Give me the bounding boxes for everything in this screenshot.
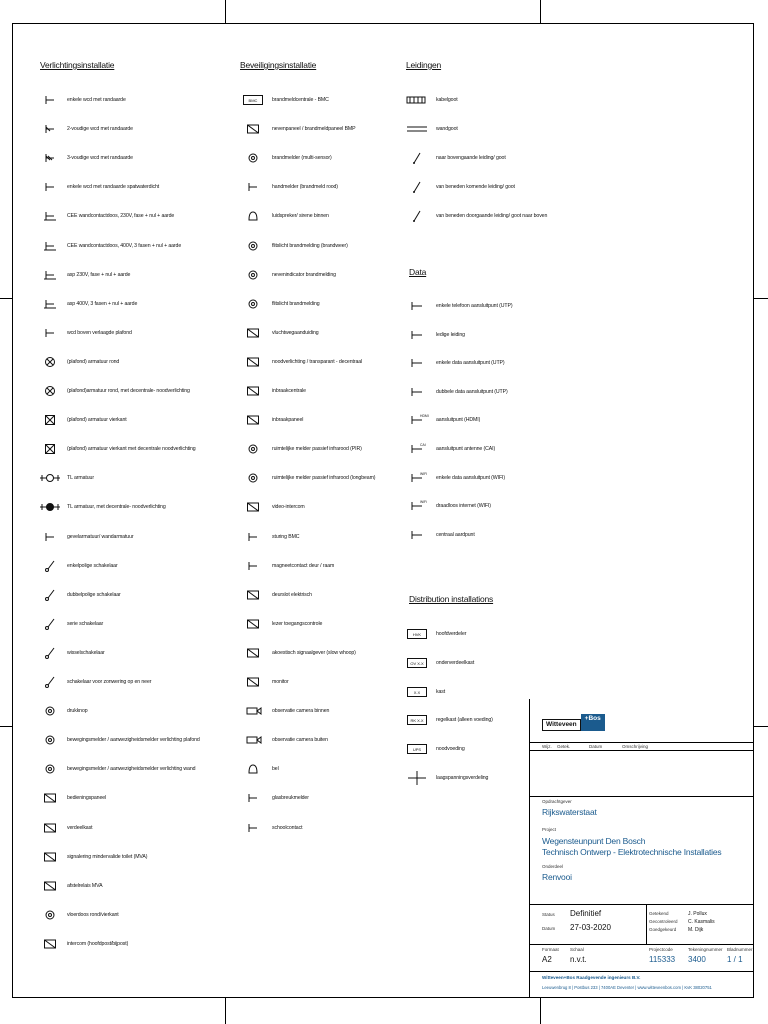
legend-item-label: ruimtelijke melder passief infrarood (PIR) — [272, 446, 362, 453]
legend-item-label: onderverdeelkast — [436, 659, 475, 666]
antenna-outlet-icon — [406, 442, 428, 456]
company-logo: Witteveen +Bos — [542, 719, 605, 731]
motion-detector-wall-icon — [39, 762, 61, 776]
title-block — [529, 699, 754, 998]
manual-call-point-icon — [242, 180, 264, 194]
legend-item — [39, 907, 227, 923]
legend-item-label: video-intercom — [272, 504, 305, 511]
legend-item-label: nevenindicator brandmelding — [272, 271, 336, 278]
legend-item — [406, 770, 488, 786]
asp-230v-icon — [39, 268, 61, 282]
trim-mark — [540, 998, 541, 1024]
legend-item-label: enkele wcd met randaarde spatwaterdicht — [67, 184, 160, 191]
wall-luminaire-icon — [39, 530, 61, 544]
legend-item — [39, 412, 227, 428]
revision-header-datum: Datum — [589, 744, 603, 749]
legend-item-label: bewegingsmelder / aanwezigheidsmelder verlichting plafond — [67, 737, 200, 744]
project-caption: Project — [542, 827, 557, 832]
legend-item-label: handmelder (brandmeld rood) — [272, 184, 338, 191]
legend-item — [406, 712, 493, 728]
empty-conduit-icon — [406, 328, 428, 342]
legend-item-label: draadloos internet (WIFI) — [436, 503, 491, 510]
legend-item-label: deurslot elektrisch — [272, 591, 312, 598]
conduit-up-icon — [406, 151, 428, 165]
legend-item — [406, 92, 458, 108]
legend-item-label: bel — [272, 766, 279, 773]
legend-item-label: van beneden doorgaande leiding/ goot naar boven — [436, 213, 548, 219]
switch-double-pole-icon — [39, 588, 61, 602]
legend-item-label: bewegingsmelder / aanwezigheidsmelder verlichting wand — [67, 766, 196, 773]
mva-signal-icon — [39, 850, 61, 864]
legend-item-label: observatie camera binnen — [272, 708, 330, 715]
legend-item — [406, 626, 466, 642]
legend-item-label: lezer toegangscontrole — [272, 620, 323, 627]
legend-item — [242, 529, 299, 545]
switch-single-pole-icon — [39, 559, 61, 573]
drawn-by: J. Pollux — [688, 911, 707, 917]
svg-text:X.X: X.X — [413, 689, 421, 695]
project-no-value: 115333 — [649, 955, 676, 964]
legend-item — [406, 208, 547, 224]
socket-splashproof-icon — [39, 180, 61, 194]
legend-item-label: sturing BMC — [272, 533, 300, 540]
legend-item — [242, 296, 320, 312]
subject-name: Renvooi — [542, 872, 572, 882]
trim-mark — [0, 298, 12, 299]
format-value: A2 — [542, 955, 552, 964]
status-value: Definitief — [570, 909, 602, 918]
conduit-through-icon — [406, 209, 428, 223]
legend-item-label: aansluitpunt antenne (CAI) — [436, 446, 496, 452]
emergency-light-icon — [242, 355, 264, 369]
wifi-outlet-icon — [406, 471, 428, 485]
cee-socket-400v-icon — [39, 239, 61, 253]
legend-item-label: regelkast (alleen voeding) — [436, 717, 493, 724]
legend-item — [39, 121, 227, 137]
legend-item-label: enkele wcd met randaarde — [67, 97, 126, 103]
legend-item-label: TL armatuur — [67, 475, 94, 482]
legend-item-label: drukknop — [67, 708, 88, 715]
electric-lock-icon — [242, 588, 264, 602]
legend-item-label: gevelarmatuur/ wandarmatuur — [67, 533, 134, 540]
legend-item — [242, 790, 309, 806]
legend-item-label: noodverlichting / transparant - decentraal — [272, 358, 363, 365]
legend-item — [242, 732, 328, 748]
svg-text:CAI: CAI — [420, 443, 426, 447]
legend-item — [242, 325, 319, 341]
checked-by: C. Kasmalis — [688, 919, 715, 925]
low-voltage-distribution-icon — [406, 771, 428, 785]
main-distributor-icon — [406, 627, 428, 641]
legend-item — [242, 441, 362, 457]
subject-caption: Onderdeel — [542, 864, 564, 869]
scale-value: n.v.t. — [570, 955, 587, 964]
bmc-control-icon — [242, 530, 264, 544]
magnetic-contact-icon — [242, 559, 264, 573]
legend-item — [406, 412, 480, 428]
legend-item-label: (plafond) armatuur vierkant — [67, 417, 127, 424]
luminaire-round-emergency-icon — [39, 384, 61, 398]
legend-item-label: van beneden komende leiding/ goot — [436, 184, 515, 190]
legend-item-label: wisselschakelaar — [67, 649, 105, 656]
legend-item-label: dubbelpolige schakelaar — [67, 591, 121, 598]
legend-item — [39, 179, 227, 195]
legend-item-label: verdeelkast — [67, 824, 93, 831]
legend-item — [406, 179, 515, 195]
legend-item — [39, 150, 227, 166]
legend-item-label: CEE wandcontactdoos, 400V, 3 fasen + nul + aarde — [67, 242, 182, 249]
legend-item-label: asp 230V, fase + nul + aarde — [67, 271, 131, 278]
legend-item — [39, 441, 227, 457]
switch-series-icon — [39, 617, 61, 631]
legend-item — [406, 655, 474, 671]
intercom-icon — [39, 937, 61, 951]
legend-item — [242, 703, 329, 719]
legend-item — [406, 384, 508, 400]
camera-outdoor-icon — [242, 733, 264, 747]
sheet-value: 1 / 1 — [727, 955, 743, 964]
legend-item — [242, 645, 356, 661]
longbeam-detector-icon — [242, 471, 264, 485]
legend-item-label: noodvoeding — [436, 746, 465, 753]
legend-item — [39, 703, 227, 719]
monitor-icon — [242, 675, 264, 689]
legend-item-label: enkele data aansluitpunt (WIFI) — [436, 474, 505, 481]
legend-item-label: flitslicht brandmelding (brandweer) — [272, 242, 348, 249]
intrusion-panel-icon — [242, 384, 264, 398]
luminaire-round-icon — [39, 355, 61, 369]
legend-item — [242, 121, 356, 137]
date-value: 27-03-2020 — [570, 923, 611, 932]
legend-item — [406, 298, 512, 314]
legend-item — [39, 296, 227, 312]
format-caption: Formaat — [542, 947, 559, 952]
legend-item — [39, 558, 227, 574]
client-caption: Opdrachtgever — [542, 799, 572, 804]
sheet-caption: Bladnummer — [727, 947, 753, 952]
flash-light-icon — [242, 239, 264, 253]
legend-item — [39, 790, 227, 806]
acoustic-signal-icon — [242, 646, 264, 660]
trim-mark — [754, 726, 768, 727]
legend-item — [242, 267, 336, 283]
cable-tray-icon — [406, 93, 428, 107]
switch-two-way-icon — [39, 646, 61, 660]
legend-item — [39, 529, 227, 545]
legend-item-label: inbraakcentrale — [272, 388, 306, 394]
revision-header-wijz: Wijz. — [542, 744, 552, 749]
company-name: Witteveen+Bos Raadgevende ingenieurs B.V. — [542, 975, 641, 980]
legend-item-label: glasbreukmelder — [272, 795, 309, 802]
legend-item-label: inbraakpaneel — [272, 417, 304, 424]
earth-point-icon — [406, 528, 428, 542]
push-button-icon — [39, 704, 61, 718]
legend-item-label: afstelrelais MVA — [67, 882, 103, 889]
fire-alarm-panel-icon — [242, 93, 264, 107]
control-panel-icon — [39, 791, 61, 805]
legend-item-label: magneetcontact deur / raam — [272, 562, 335, 569]
luminaire-square-emergency-icon — [39, 442, 61, 456]
motion-detector-ceiling-icon — [39, 733, 61, 747]
legend-item — [39, 354, 227, 370]
legend-item — [39, 325, 227, 341]
project-no-caption: Projectcode — [649, 947, 673, 952]
video-intercom-icon — [242, 500, 264, 514]
revision-header-getek: Getek. — [557, 744, 571, 749]
legend-item — [406, 327, 465, 343]
data-outlet-double-icon — [406, 385, 428, 399]
speaker-siren-icon — [242, 209, 264, 223]
socket-single-icon — [39, 93, 61, 107]
svg-text:UPS: UPS — [412, 747, 422, 753]
legend-item — [406, 527, 475, 543]
side-indicator-icon — [242, 268, 264, 282]
legend-item-label: brandmeldcentrale - BMC — [272, 97, 329, 103]
legend-item-label: ruimtelijke melder passief infrarood (longbeam) — [272, 475, 376, 482]
legend-item-label: (plafond) armatuur rond — [67, 358, 120, 365]
legend-item-label: aansluitpunt (HDMI) — [436, 417, 481, 424]
emergency-supply-icon — [406, 742, 428, 756]
floor-box-icon — [39, 908, 61, 922]
pir-detector-icon — [242, 442, 264, 456]
legend-item — [242, 558, 334, 574]
legend-item — [242, 92, 329, 108]
legend-item — [39, 732, 227, 748]
legend-item-label: brandmelder (multi-sensor) — [272, 155, 332, 162]
legend-item — [39, 208, 227, 224]
socket-ceiling-icon — [39, 326, 61, 340]
repeater-panel-icon — [242, 122, 264, 136]
heading-data: Data — [409, 267, 427, 277]
heading-verlichting: Verlichtingsinstallatie — [40, 60, 115, 70]
mva-relay-icon — [39, 879, 61, 893]
company-address: Leeuwenbrug 8 | Postbus 233 | 7400AE Deventer | www.witteveenbos.com | KvK 38020751 — [542, 985, 712, 990]
legend-item — [242, 820, 302, 836]
legend-item — [242, 674, 289, 690]
project-line-1: Wegensteunpunt Den Bosch — [542, 836, 646, 846]
cabinet-icon — [406, 685, 428, 699]
hdmi-outlet-icon — [406, 413, 428, 427]
legend-item-label: laagspanningsverdeling — [436, 775, 489, 781]
trim-mark — [540, 0, 541, 23]
trim-mark — [225, 998, 226, 1024]
tl-luminaire-icon — [39, 471, 61, 485]
legend-item-label: centraal aardpunt — [436, 531, 475, 538]
heading-beveiliging: Beveiligingsinstallatie — [240, 60, 317, 70]
legend-item — [242, 499, 305, 515]
legend-item-label: nevenpaneel / brandmeldpaneel BMP — [272, 126, 356, 133]
legend-item — [242, 150, 332, 166]
svg-text:HVK: HVK — [412, 632, 422, 637]
legend-item — [406, 498, 491, 514]
legend-item-label: enkele telefoon aansluitpunt (UTP) — [436, 303, 513, 309]
svg-text:RK X.X: RK X.X — [410, 718, 424, 724]
cee-socket-230v-icon — [39, 209, 61, 223]
legend-item-label: observatie camera buiten — [272, 737, 328, 744]
legend-item-label: 2-voudige wcd met randaarde — [67, 126, 133, 133]
legend-item-label: hoofdverdeler — [436, 631, 467, 637]
legend-item-label: flitslicht brandmelding — [272, 300, 320, 307]
project-line-2: Technisch Ontwerp - Elektrotechnische Installaties — [542, 847, 722, 857]
drawn-caption: Getekend — [649, 911, 669, 916]
date-caption: Datum — [542, 926, 556, 931]
wireless-icon — [406, 499, 428, 513]
legend-item — [39, 238, 227, 254]
drawing-no-caption: Tekeningnummer — [688, 947, 723, 952]
switch-sunshade-icon — [39, 675, 61, 689]
contact-icon — [242, 821, 264, 835]
flash-light-alarm-icon — [242, 297, 264, 311]
legend-item — [242, 238, 348, 254]
fire-detector-icon — [242, 151, 264, 165]
intrusion-keypad-icon — [242, 413, 264, 427]
luminaire-square-icon — [39, 413, 61, 427]
distribution-box-icon — [39, 821, 61, 835]
legend-item — [39, 383, 227, 399]
legend-item-label: akoestisch signaalgever (slow whoop) — [272, 649, 356, 656]
legend-item — [242, 470, 375, 486]
svg-text:WiFi: WiFi — [420, 500, 427, 505]
legend-item — [39, 616, 227, 632]
legend-item — [242, 761, 279, 777]
conduit-from-below-icon — [406, 180, 428, 194]
legend-item-label: monitor — [272, 679, 289, 685]
tl-luminaire-emergency-icon — [39, 500, 61, 514]
legend-item — [39, 674, 227, 690]
legend-item — [406, 150, 506, 166]
legend-item — [242, 179, 338, 195]
legend-item — [242, 383, 306, 399]
legend-item — [406, 684, 445, 700]
trim-mark — [754, 298, 768, 299]
asp-400v-icon — [39, 297, 61, 311]
svg-text:HDMI: HDMI — [420, 414, 429, 419]
legend-item — [406, 355, 505, 371]
status-caption: Status — [542, 912, 555, 917]
sub-distributor-icon — [406, 656, 428, 670]
legend-item-label: asp 400V, 3 fasen + nul + aarde — [67, 300, 138, 307]
legend-item — [242, 208, 329, 224]
approved-by: M. Dijk — [688, 927, 704, 933]
legend-item-label: vloerdoos rond/vierkant — [67, 911, 119, 918]
drawing-no-value: 3400 — [688, 955, 706, 964]
legend-item-label: enkelpolige schakelaar — [67, 562, 118, 569]
legend-item-label: wcd boven verlaagde plafond — [67, 329, 132, 336]
legend-item-label: signalering mindervalide toilet (MVA) — [67, 853, 148, 860]
legend-item — [39, 936, 227, 952]
legend-item — [242, 587, 312, 603]
legend-item-label: 3-voudige wcd met randaarde — [67, 155, 133, 162]
approved-caption: Goedgekeurd — [649, 927, 677, 932]
svg-text:WIFI: WIFI — [420, 471, 428, 476]
legend-item — [39, 820, 227, 836]
legend-item-label: bedieningspaneel — [67, 795, 107, 802]
escape-route-sign-icon — [242, 326, 264, 340]
legend-item-label: naar bovengaande leiding/ goot — [436, 155, 506, 161]
legend-item-label: kabelgoot — [436, 97, 458, 103]
checked-caption: Gecontroleerd — [649, 919, 678, 924]
legend-item — [242, 354, 362, 370]
legend-item — [39, 470, 227, 486]
socket-triple-icon — [39, 151, 61, 165]
legend-item-label: schakelaar voor zonwering op en neer — [67, 679, 152, 685]
legend-item-label: TL armatuur, met decentrale- noodverlichting — [67, 504, 166, 511]
revision-header-omschrijving: Omschrijving — [622, 744, 649, 749]
heading-leidingen: Leidingen — [406, 60, 442, 70]
legend-item-label: (plafond)armatuur rond, met decentrale- noodverlichting — [67, 388, 190, 394]
legend-item — [406, 441, 495, 457]
legend-item-label: enkele data aansluitpunt (UTP) — [436, 360, 505, 367]
legend-item-label: serie schakelaar — [67, 620, 104, 627]
trim-mark — [225, 0, 226, 23]
legend-item-label: ledige leiding — [436, 331, 465, 338]
legend-item-label: (plafond) armatuur vierkant met decentrale noodverlichting — [67, 446, 196, 453]
legend-item-label: CEE wandcontactdoos, 230V, fase + nul + aarde — [67, 213, 175, 220]
access-reader-icon — [242, 617, 264, 631]
legend-item — [406, 470, 505, 486]
legend-item — [39, 587, 227, 603]
legend-item — [406, 741, 465, 757]
svg-text:OV X.X: OV X.X — [410, 660, 424, 666]
legend-item-label: intercom (hoofdpost/bijpost) — [67, 940, 129, 947]
glass-break-icon — [242, 791, 264, 805]
client-name: Rijkswaterstaat — [542, 807, 597, 817]
legend-item-label: dubbele data aansluitpunt (UTP) — [436, 388, 508, 395]
scale-caption: Schaal — [570, 947, 584, 952]
socket-double-icon — [39, 122, 61, 136]
trim-mark — [0, 726, 12, 727]
legend-item — [406, 121, 458, 137]
legend-item — [39, 761, 227, 777]
legend-item-label: vluchtwegaanduiding — [272, 329, 319, 336]
legend-item-label: kast — [436, 688, 446, 695]
control-cabinet-icon — [406, 713, 428, 727]
bell-icon — [242, 762, 264, 776]
legend-item — [242, 412, 303, 428]
legend-item-label: wandgoot — [436, 126, 458, 132]
legend-item-label: luidspreker/ sirene binnen — [272, 213, 329, 220]
wall-duct-icon — [406, 122, 428, 136]
svg-text:BMC: BMC — [248, 98, 258, 103]
legend-item — [39, 878, 227, 894]
legend-item — [39, 267, 227, 283]
legend-item — [39, 849, 227, 865]
legend-item — [39, 645, 227, 661]
data-outlet-single-icon — [406, 356, 428, 370]
legend-item — [39, 499, 227, 515]
legend-item-label: schoolcontact — [272, 824, 303, 831]
legend-item — [39, 92, 227, 108]
heading-distribution: Distribution installations — [409, 594, 494, 604]
legend-item — [242, 616, 322, 632]
camera-indoor-icon — [242, 704, 264, 718]
phone-outlet-icon — [406, 299, 428, 313]
